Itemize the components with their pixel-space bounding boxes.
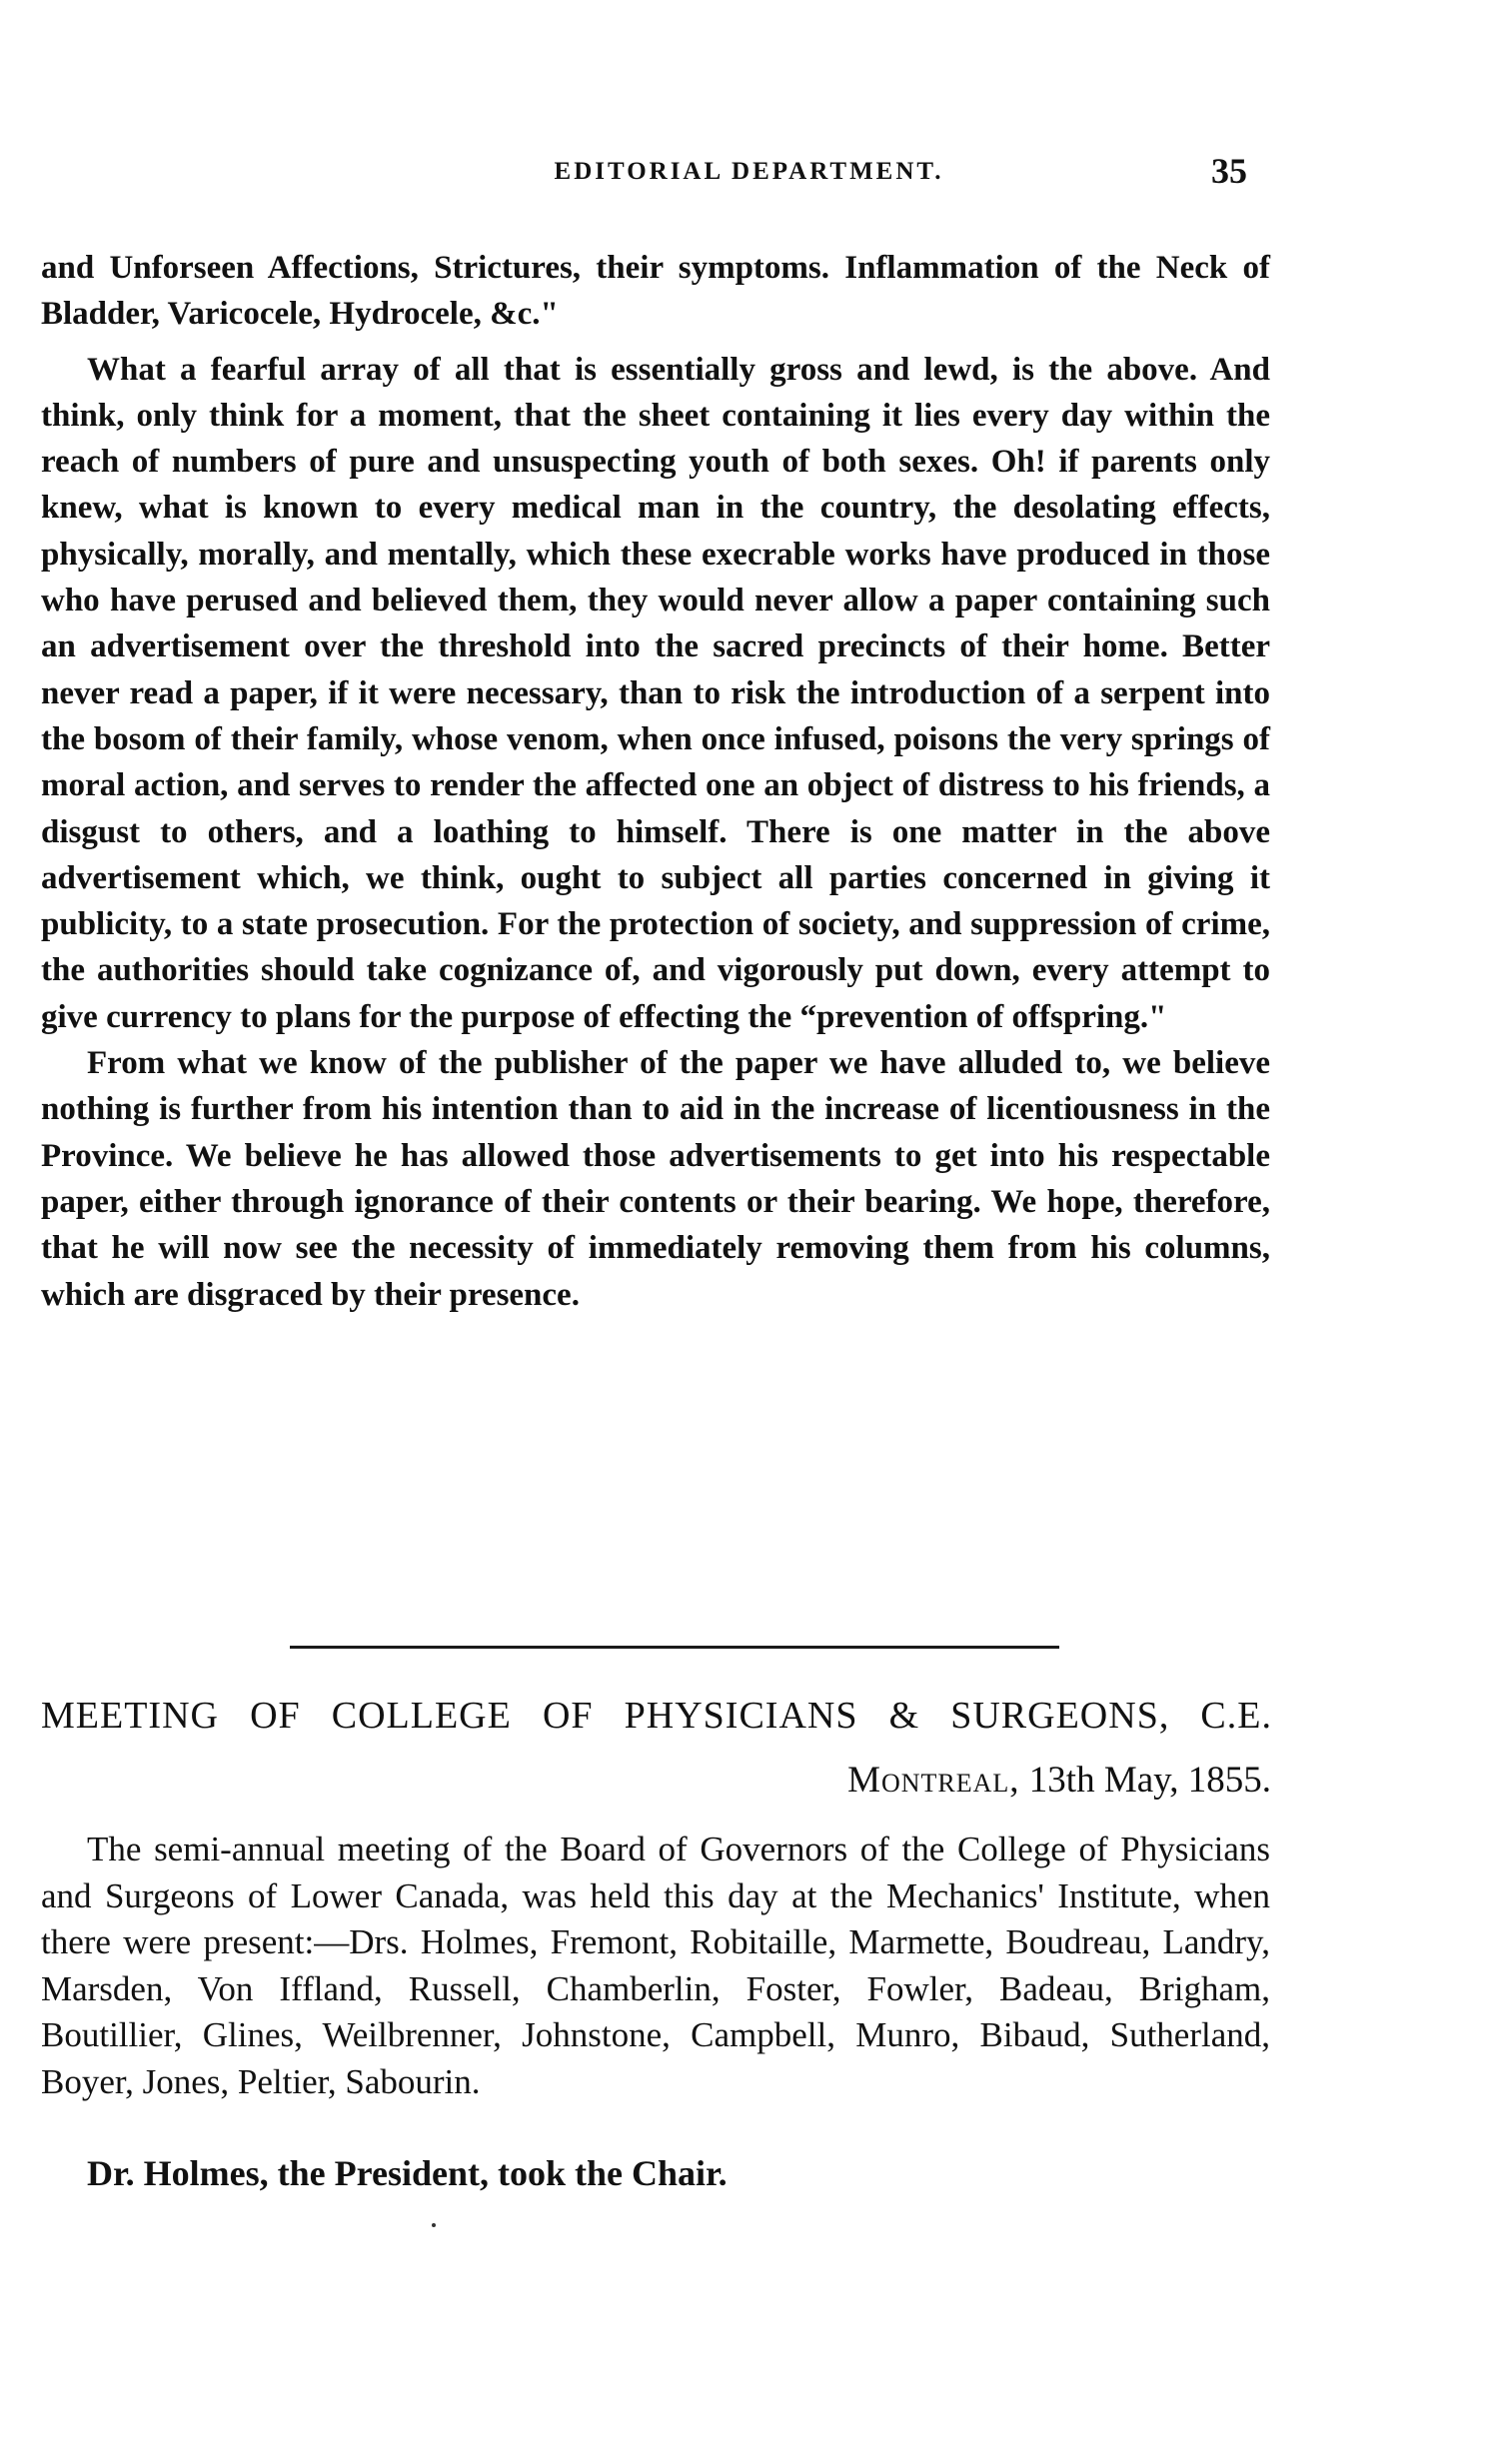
running-head bbox=[0, 151, 1498, 208]
dateline-place: Montreal, bbox=[847, 1760, 1020, 1801]
article-paragraph: What a fearful array of all that is essentially gross and lewd, is the above. And think, only think for a moment, that the sheet containing it lies every day within the reach of numbers of pure and unsuspecting youth of both sexes. Oh! if parents only knew, what is known to every medical man in the country, the desolating effects, physically, morally, and mentally, which these execrable works have produced in those who have perused and believed them, they would never allow a paper containing such an advertisement over the threshold into the sacred precincts of their home. Better never read a paper, if it were necessary, than to risk the introduction of a serpent into the bosom of their family, whose venom, when once infused, poisons the very springs of moral action, and serves to render the affected one an object of distress to his friends, a disgust to others, and a loathing to himself. There is one matter in the above advertisement which, we think, ought to subject all parties concerned in giving it publicity, to a state prosecution. For the protection of society, and suppression of crime, the authorities should take cognizance of, and vigorously put down, every attempt to give currency to plans for the purpose of effecting the “prevention of offspring." bbox=[41, 351, 1270, 1035]
stray-mark bbox=[432, 2223, 436, 2227]
meeting-paragraph: The semi-annual meeting of the Board of Governors of the College of Physicians and Surgeons of Lower Canada, was held this day at the Mechanics' Institute, when there were present:—Drs. Holmes, Fremont, Robitaille, Marmette, Boudreau, Landry, Marsden, Von Iffland, Russell, Chamberlin, Foster, Fowler, Badeau, Brigham, Boutillier, Glines, Weilbrenner, Johnstone, Campbell, Munro, Bibaud, Sutherland, Boyer, Jones, Peltier, Sabourin. bbox=[41, 1830, 1270, 2101]
page-number: 35 bbox=[1211, 151, 1247, 191]
section-heading: MEETING OF COLLEGE OF PHYSICIANS & SURGEONS, C.E. bbox=[41, 1695, 1272, 1737]
article-paragraph: From what we know of the publisher of the paper we have alluded to, we believe nothing is further from his intention than to aid in the increase of licentiousness in the Province. We believe he has allowed those advertisements to get into his respectable paper, either through ignorance of their contents or their bearing. We hope, therefore, that he will now see the necessity of immediately removing them from his columns, which are disgraced by their presence. bbox=[41, 1045, 1270, 1313]
running-title: EDITORIAL DEPARTMENT. bbox=[554, 158, 944, 185]
dateline-date: 13th May, 1855. bbox=[1028, 1760, 1271, 1801]
section-divider bbox=[290, 1646, 1059, 1649]
meeting-report bbox=[41, 1827, 1270, 2105]
editorial-article bbox=[41, 245, 1270, 1318]
dateline bbox=[847, 1759, 1271, 1802]
meeting-closing-line: Dr. Holmes, the President, took the Chair. bbox=[87, 2153, 728, 2193]
article-paragraph-continued: and Unforseen Affections, Strictures, their symptoms. Inflammation of the Neck of Bladder, Varicocele, Hydrocele, &c." bbox=[41, 250, 1270, 333]
